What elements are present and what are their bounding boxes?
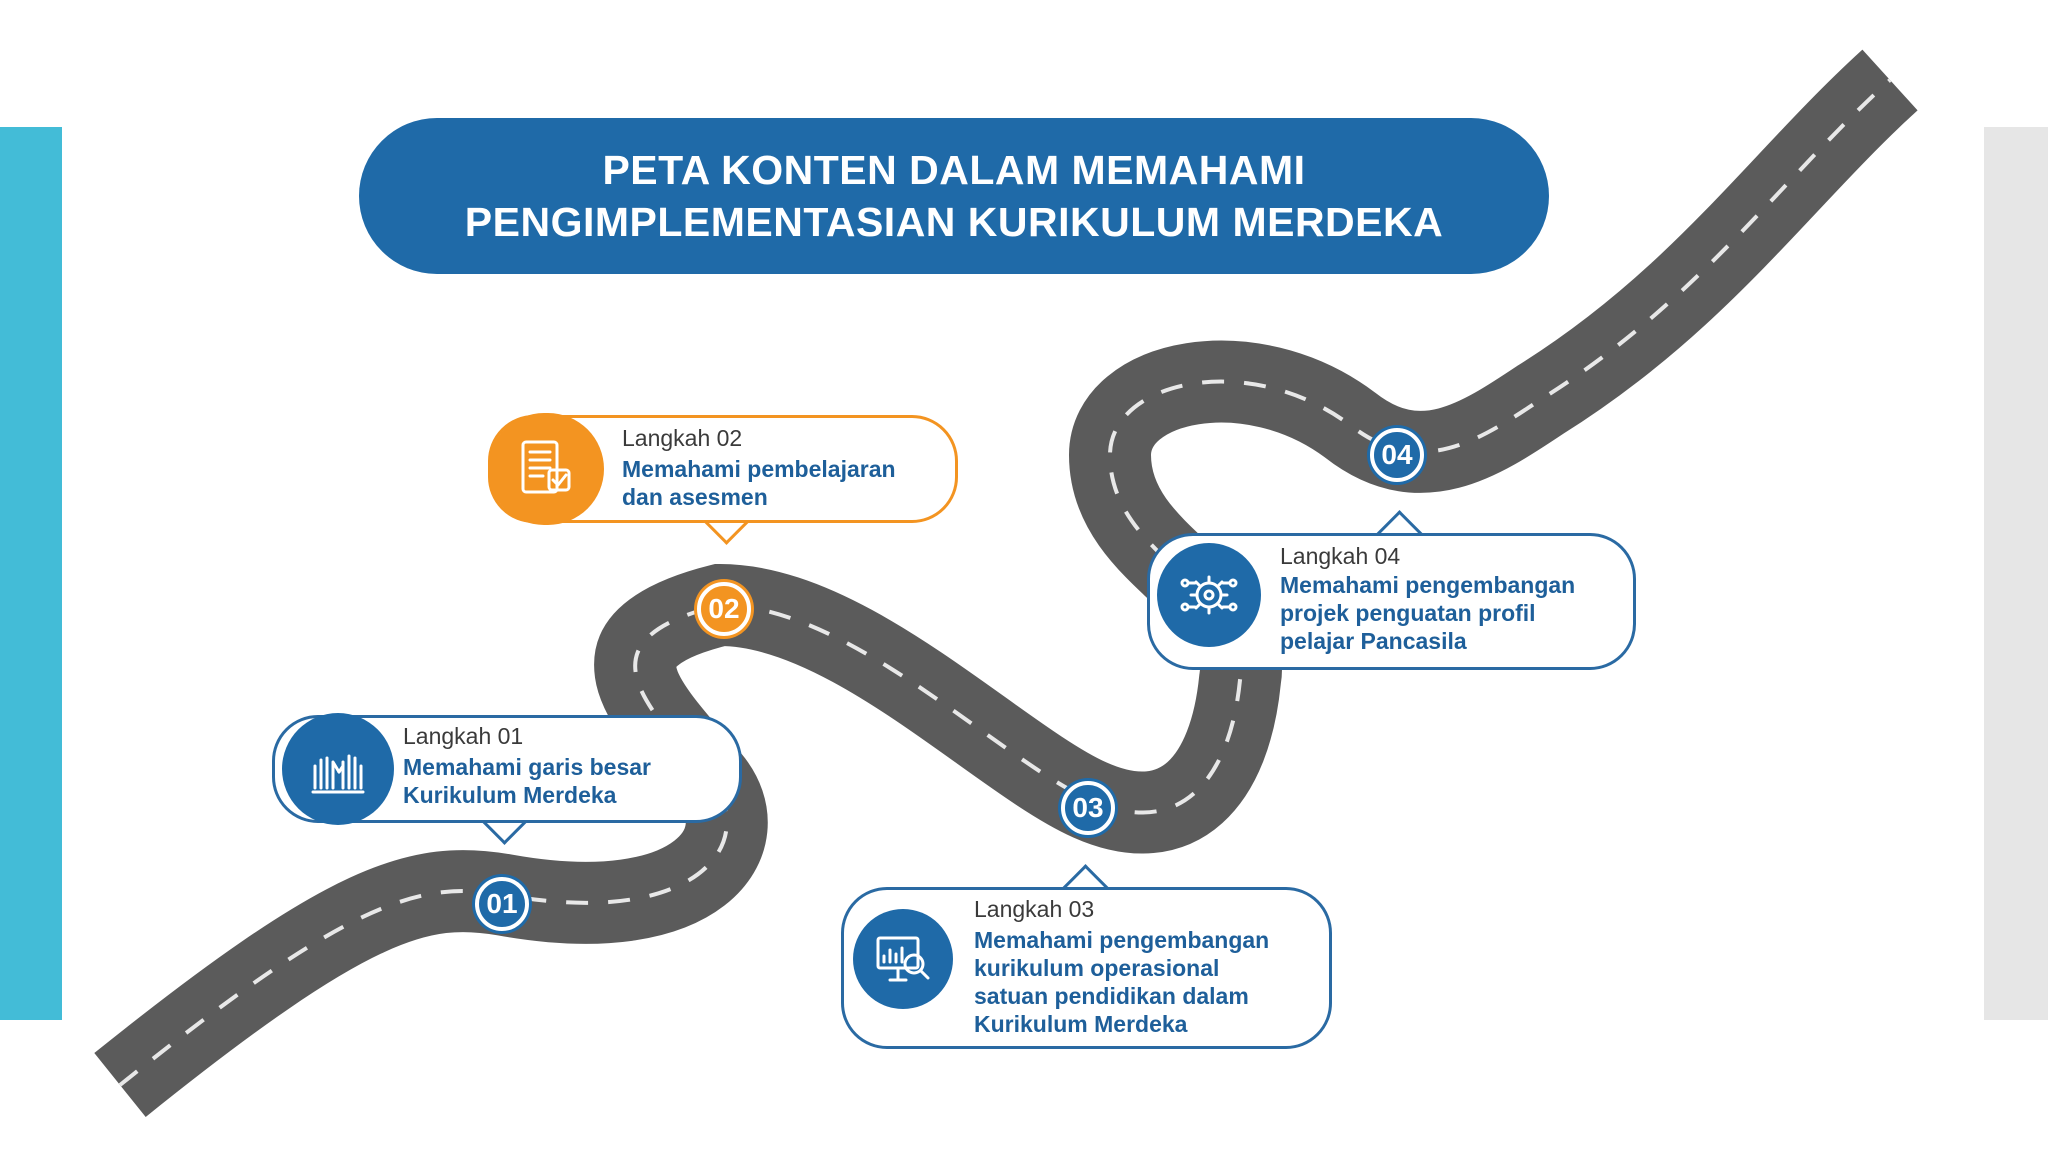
step-label: Langkah 02	[622, 425, 743, 451]
step-description: Memahami pengembangan projek penguatan profil pelajar Pancasila	[1280, 572, 1576, 654]
callout-step-01	[272, 715, 742, 823]
step-label: Langkah 03	[974, 896, 1095, 922]
step-badge-04: 04	[1370, 428, 1424, 482]
step-description: Memahami pembelajaran dan asesmen	[622, 456, 896, 510]
title-line-2: PENGIMPLEMENTASIAN KURIKULUM MERDEKA	[464, 199, 1444, 245]
callout-step-04	[1147, 533, 1636, 670]
presentation-analysis-icon	[853, 909, 953, 1009]
title-line-1: PETA KONTEN DALAM MEMAHAMI	[602, 147, 1306, 193]
step-description: Memahami pengembangan kurikulum operasional satuan pendidikan dalam Kurikulum Merdeka	[974, 927, 1270, 1037]
callout-step-03	[841, 887, 1332, 1049]
step-label: Langkah 04	[1280, 543, 1401, 569]
raised-hands-icon	[282, 713, 394, 825]
step-badge-02: 02	[697, 582, 751, 636]
title-banner	[359, 118, 1549, 274]
document-checklist-icon	[488, 413, 604, 525]
step-description: Memahami garis besar Kurikulum Merdeka	[403, 754, 652, 808]
step-badge-01: 01	[475, 877, 529, 931]
callout-step-02	[488, 415, 958, 523]
step-badge-03: 03	[1061, 781, 1115, 835]
gear-network-icon	[1157, 543, 1261, 647]
step-label: Langkah 01	[403, 723, 524, 749]
